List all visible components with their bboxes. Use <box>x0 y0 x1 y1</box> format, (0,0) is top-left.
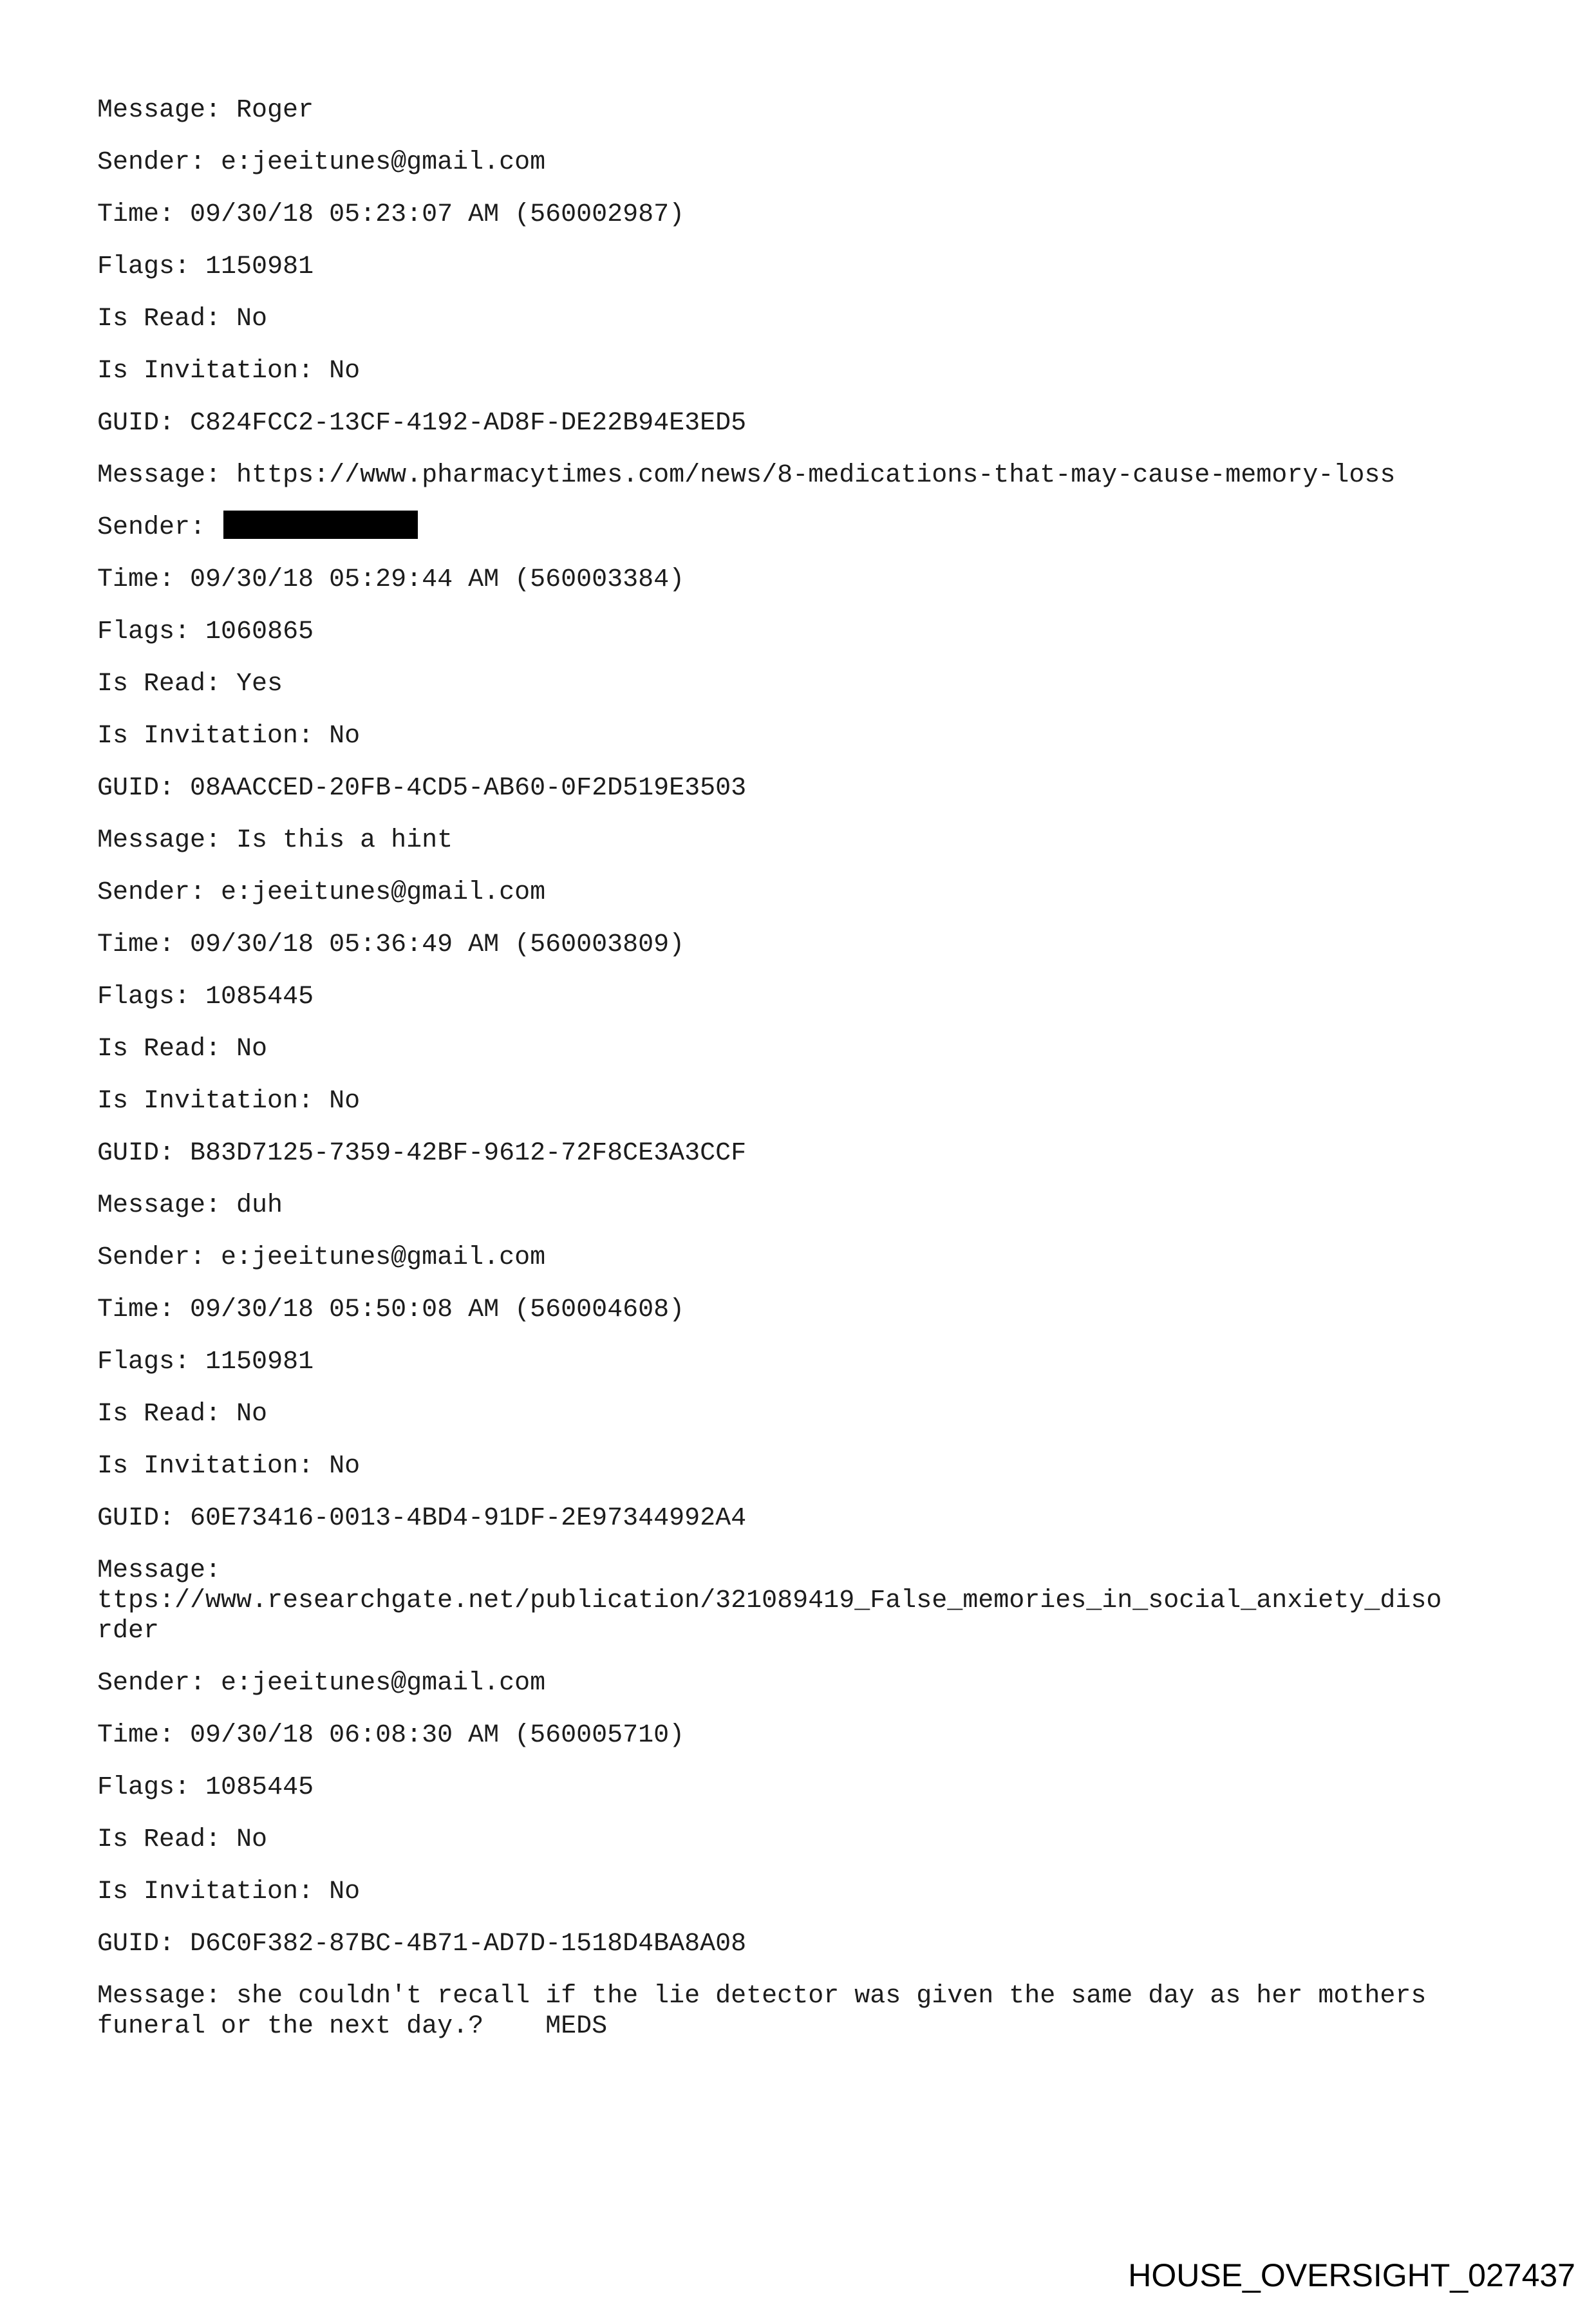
sender-label: Sender: <box>97 878 206 907</box>
message-block <box>97 1981 1539 2042</box>
message-label: Message: <box>97 96 221 125</box>
flags-label: Flags: <box>97 252 191 281</box>
sender-label: Sender: <box>97 1243 206 1272</box>
flags-label: Flags: <box>97 982 191 1011</box>
sender-value: e:jeeitunes@gmail.com <box>221 878 546 907</box>
message-text-line <box>97 1981 1539 2011</box>
guid-value: B83D7125-7359-42BF-9612-72F8CE3A3CCF <box>190 1139 747 1168</box>
sender-label: Sender: <box>97 148 206 177</box>
is-invitation-value: No <box>329 722 361 751</box>
is-invitation-line <box>97 721 1539 751</box>
message-label: Message: <box>97 1191 221 1220</box>
flags-value: 1060865 <box>205 617 314 646</box>
log-entry <box>97 147 1539 491</box>
guid-label: GUID: <box>97 1930 175 1959</box>
flags-value: 1150981 <box>205 252 314 281</box>
is-read-line <box>97 669 1539 699</box>
flags-label: Flags: <box>97 1773 191 1802</box>
time-label: Time: <box>97 200 175 229</box>
time-line <box>97 1295 1539 1325</box>
message-log <box>97 95 1539 2042</box>
is-invitation-line <box>97 1877 1539 1907</box>
guid-line <box>97 1138 1539 1169</box>
is-read-label: Is Read: <box>97 1825 221 1854</box>
time-label: Time: <box>97 1295 175 1324</box>
is-read-value: No <box>236 1035 268 1064</box>
message-text-line: rder <box>97 1617 160 1646</box>
is-read-value: Yes <box>236 670 283 699</box>
guid-value: D6C0F382-87BC-4B71-AD7D-1518D4BA8A08 <box>190 1930 747 1959</box>
is-invitation-line <box>97 356 1539 386</box>
is-read-label: Is Read: <box>97 670 221 699</box>
sender-line <box>97 1243 1539 1273</box>
is-invitation-label: Is Invitation: <box>97 1877 314 1906</box>
is-read-label: Is Read: <box>97 305 221 334</box>
time-value: 09/30/18 05:50:08 AM (560004608) <box>190 1295 685 1324</box>
log-entry <box>97 1243 1539 1646</box>
message-text: duh <box>236 1191 283 1220</box>
time-line <box>97 200 1539 230</box>
is-invitation-label: Is Invitation: <box>97 357 314 386</box>
message-label: Message: <box>97 826 221 855</box>
time-line <box>97 565 1539 595</box>
log-entry <box>97 878 1539 1221</box>
message-text-line: ttps://www.researchgate.net/publication/321089419_False_memories_in_social_anxiety_diso <box>97 1586 1442 1615</box>
flags-value: 1150981 <box>205 1348 314 1377</box>
sender-label: Sender: <box>97 513 206 542</box>
is-invitation-label: Is Invitation: <box>97 1452 314 1481</box>
flags-label: Flags: <box>97 1348 191 1377</box>
is-read-line <box>97 1825 1539 1855</box>
is-read-value: No <box>236 1400 268 1429</box>
time-value: 09/30/18 06:08:30 AM (560005710) <box>190 1721 685 1750</box>
time-value: 09/30/18 05:23:07 AM (560002987) <box>190 200 685 229</box>
is-read-value: No <box>236 305 268 334</box>
bates-number: HOUSE_OVERSIGHT_027437 <box>1128 2257 1575 2293</box>
is-invitation-value: No <box>329 1877 361 1906</box>
message-text: Roger <box>236 96 314 125</box>
sender-value: e:jeeitunes@gmail.com <box>221 148 546 177</box>
message-text-line: funeral or the next day.? MEDS <box>97 2012 608 2041</box>
sender-label: Sender: <box>97 1669 206 1698</box>
flags-value: 1085445 <box>205 982 314 1011</box>
message-text: she couldn't recall if the lie detector was given the same day as her mothers <box>236 1982 1427 2011</box>
guid-value: C824FCC2-13CF-4192-AD8F-DE22B94E3ED5 <box>190 409 747 438</box>
redaction-box <box>223 511 418 539</box>
time-line <box>97 1720 1539 1751</box>
is-invitation-value: No <box>329 1452 361 1481</box>
flags-line <box>97 617 1539 647</box>
message-label: Message: <box>97 1982 221 2011</box>
sender-line <box>97 512 1539 543</box>
guid-line <box>97 1929 1539 1959</box>
time-label: Time: <box>97 1721 175 1750</box>
guid-label: GUID: <box>97 1504 175 1533</box>
message-line <box>97 825 1539 856</box>
guid-label: GUID: <box>97 774 175 803</box>
message-text: https://www.pharmacytimes.com/news/8-medications-that-may-cause-memory-loss <box>236 461 1396 490</box>
message-label: Message: <box>97 1556 221 1585</box>
sender-value: e:jeeitunes@gmail.com <box>221 1243 546 1272</box>
guid-value: 08AACCED-20FB-4CD5-AB60-0F2D519E3503 <box>190 774 747 803</box>
message-line <box>97 460 1539 491</box>
flags-line <box>97 252 1539 282</box>
guid-value: 60E73416-0013-4BD4-91DF-2E97344992A4 <box>190 1504 747 1533</box>
is-invitation-label: Is Invitation: <box>97 1087 314 1116</box>
message-label: Message: <box>97 461 221 490</box>
message-text: Is this a hint <box>236 826 453 855</box>
log-entry <box>97 512 1539 856</box>
sender-line <box>97 1668 1539 1698</box>
flags-line <box>97 982 1539 1012</box>
is-read-label: Is Read: <box>97 1400 221 1429</box>
guid-label: GUID: <box>97 1139 175 1168</box>
is-read-label: Is Read: <box>97 1035 221 1064</box>
is-invitation-value: No <box>329 357 361 386</box>
is-invitation-line <box>97 1086 1539 1116</box>
is-read-line <box>97 1034 1539 1064</box>
is-invitation-label: Is Invitation: <box>97 722 314 751</box>
time-value: 09/30/18 05:29:44 AM (560003384) <box>190 565 685 594</box>
time-line <box>97 930 1539 960</box>
flags-line <box>97 1347 1539 1377</box>
message-line <box>97 95 1539 126</box>
is-read-line <box>97 304 1539 334</box>
sender-line <box>97 147 1539 178</box>
flags-line <box>97 1772 1539 1803</box>
sender-value: e:jeeitunes@gmail.com <box>221 1669 546 1698</box>
time-label: Time: <box>97 930 175 959</box>
time-label: Time: <box>97 565 175 594</box>
guid-line <box>97 408 1539 438</box>
is-read-value: No <box>236 1825 268 1854</box>
log-entry <box>97 1668 1539 2042</box>
is-read-line <box>97 1399 1539 1429</box>
flags-label: Flags: <box>97 617 191 646</box>
is-invitation-value: No <box>329 1087 361 1116</box>
flags-value: 1085445 <box>205 1773 314 1802</box>
guid-line <box>97 1503 1539 1534</box>
message-line <box>97 1190 1539 1221</box>
sender-line <box>97 878 1539 908</box>
guid-line <box>97 773 1539 804</box>
is-invitation-line <box>97 1451 1539 1481</box>
guid-label: GUID: <box>97 409 175 438</box>
time-value: 09/30/18 05:36:49 AM (560003809) <box>190 930 685 959</box>
message-block <box>97 1556 1539 1646</box>
